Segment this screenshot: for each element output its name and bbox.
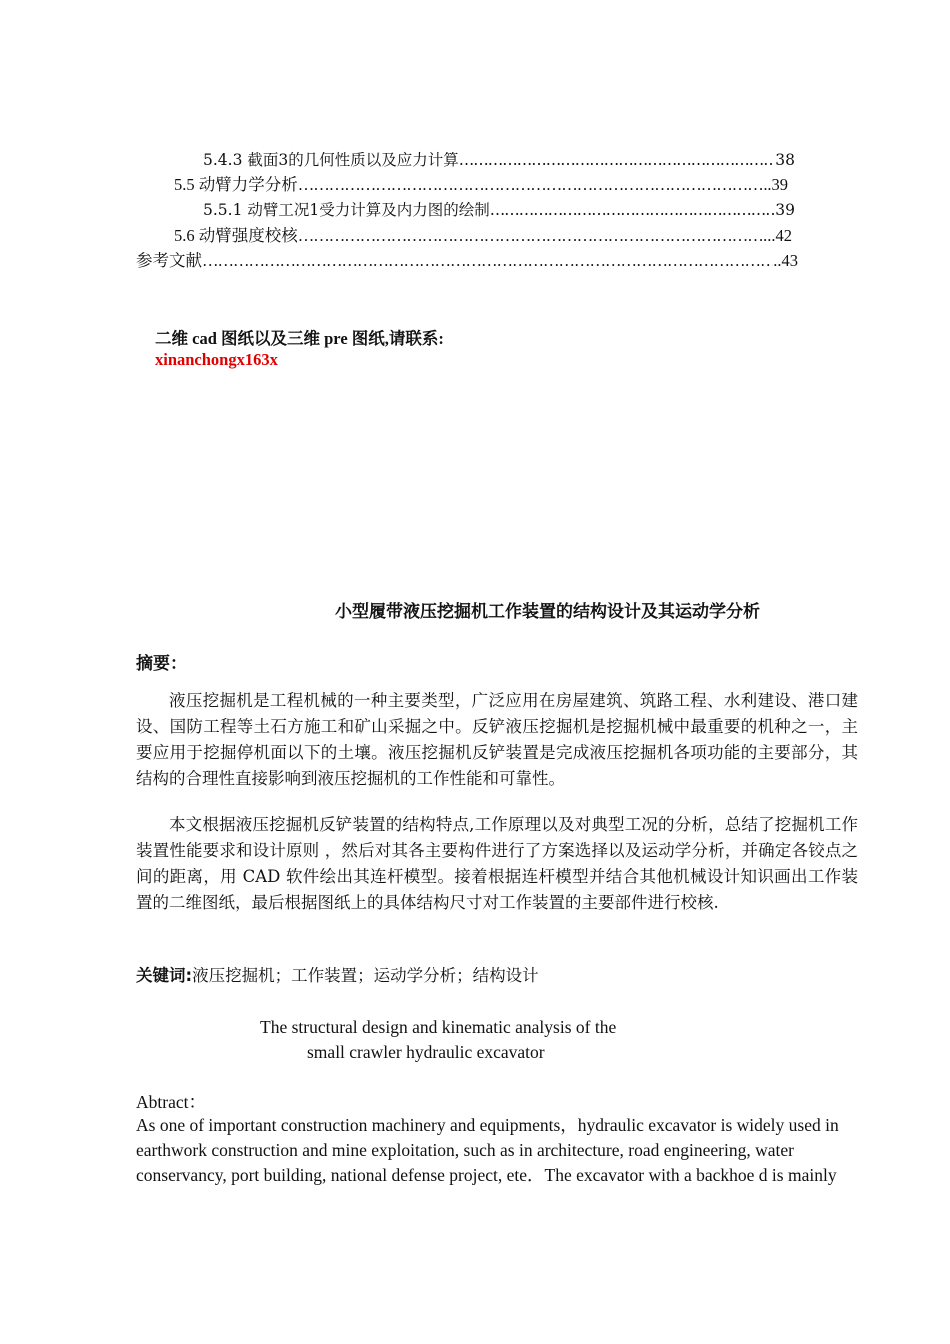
toc-entry-page: ...42	[763, 226, 792, 245]
toc-entry-label: 5.5 动臂力学分析	[174, 175, 298, 194]
abstract-paragraph: 液压挖掘机是工程机械的一种主要类型，广泛应用在房屋建筑、筑路工程、水利建设、港口建设、国防工程等土石方施工和矿山采掘之中。反铲液压挖掘机是挖掘机械中最重要的机种之一，主要应用于挖掘停机面以下的土壤。液压挖掘机反铲装置是完成液压挖掘机各项功能的主要部分，其结构的合理性直接影响到液压挖掘机的工作性能和可靠性。	[136, 691, 858, 788]
english-abstract-heading: Abtract：	[136, 1092, 206, 1112]
toc-entry[interactable]	[203, 150, 795, 170]
keywords-line	[136, 962, 539, 986]
abstract-paragraph: 本文根据液压挖掘机反铲装置的结构特点,工作原理以及对典型工况的分析，总结了挖掘机工作装置性能要求和设计原则 ，然后对其各主要构件进行了方案选择以及运动学分析，并确定各铰点之间的距离，用 CAD 软件绘出其连杆模型。接着根据连杆模型并结合其他机械设计知识画出工作装置的二维图纸，最后根据图纸上的具体结构尺寸对工作装置的主要部件进行校核.	[136, 815, 858, 912]
keywords-label: 关键词:	[136, 966, 193, 985]
toc-leader-dots	[459, 150, 776, 170]
contact-id: xinanchongx163x	[155, 350, 278, 369]
contact-note: 二维 cad 图纸以及三维 pre 图纸,请联系:	[155, 329, 444, 348]
toc-leader-dots	[202, 251, 773, 271]
toc-entry-label: 5.4.3 截面3的几何性质以及应力计算	[203, 151, 459, 169]
toc-entry-page: 39	[775, 201, 795, 219]
toc-leader-dots	[490, 200, 776, 220]
toc-entry[interactable]	[174, 175, 788, 195]
chinese-title: 小型履带液压挖掘机工作装置的结构设计及其运动学分析	[335, 602, 760, 622]
toc-leader-dots	[298, 175, 768, 195]
toc-entry-label: 5.6 动臂强度校核	[174, 226, 298, 245]
toc-entry-page: ..43	[773, 251, 798, 270]
english-title-line2: small crawler hydraulic excavator	[307, 1042, 545, 1062]
keywords-text: 液压挖掘机；工作装置；运动学分析；结构设计	[192, 966, 539, 985]
toc-entry-label: 5.5.1 动臂工况1受力计算及内力图的绘制	[203, 201, 490, 219]
toc-entry[interactable]	[174, 226, 792, 246]
toc-leader-dots	[298, 226, 763, 246]
toc-entry-label: 参考文献	[136, 251, 202, 270]
english-title-line1: The structural design and kinematic analysis of the	[260, 1017, 617, 1037]
abstract-heading: 摘要：	[136, 654, 187, 674]
toc-entry-page: 38	[775, 151, 795, 169]
toc-entry-page: .39	[767, 175, 788, 194]
english-abstract-paragraph: As one of important construction machinery and equipments，hydraulic excavator is widely used in earthwork construction and mine exploitation, such as in architecture, road engineering, water conservancy, port building, national defense project, ete．The excavator with a backhoe d is mainly	[136, 1115, 839, 1185]
toc-entry[interactable]	[136, 251, 798, 271]
toc-entry[interactable]	[203, 200, 795, 220]
